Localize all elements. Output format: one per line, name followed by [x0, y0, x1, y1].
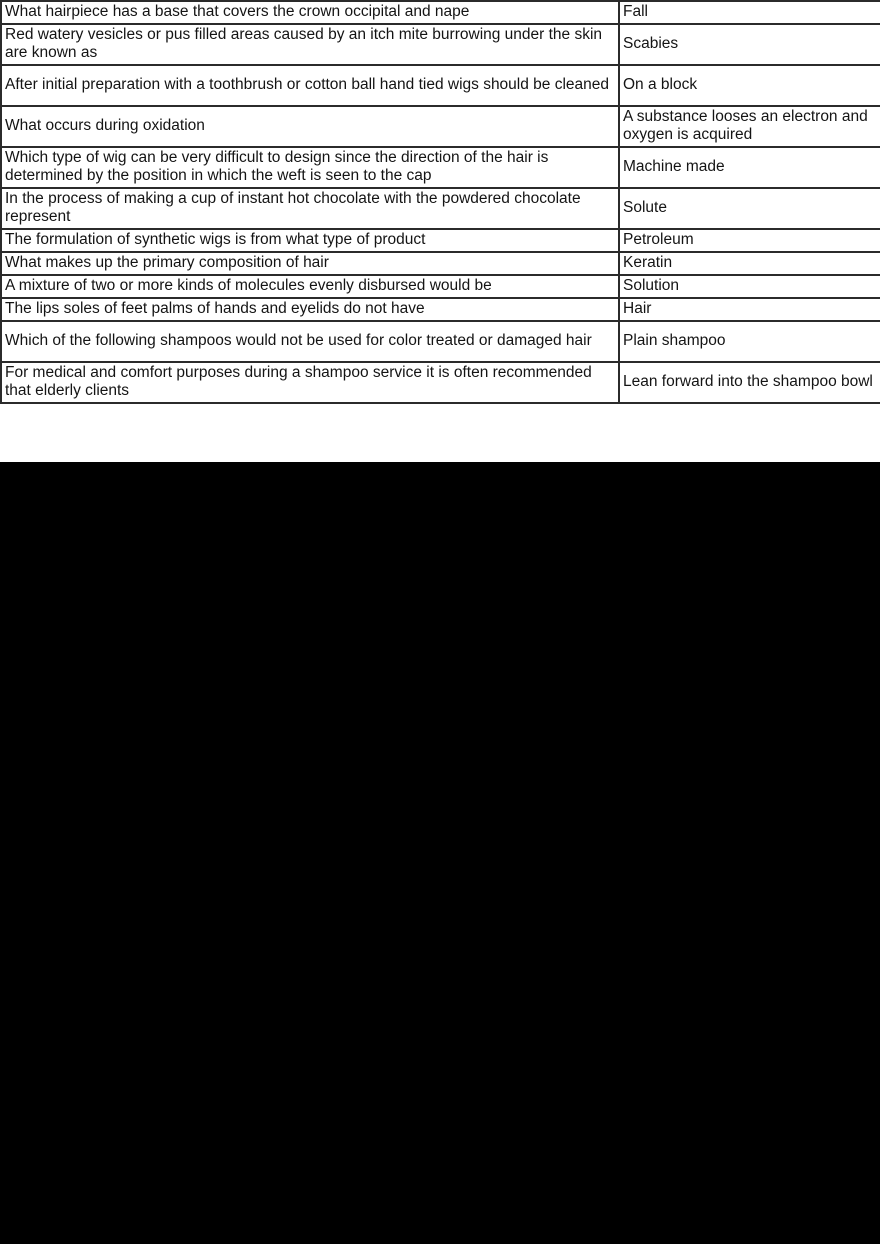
table-row	[1, 321, 880, 362]
question-cell: Red watery vesicles or pus filled areas caused by an itch mite burrowing under the skin are known as	[1, 24, 619, 65]
answer-cell: Keratin	[619, 252, 880, 275]
qa-table	[0, 0, 880, 404]
answer-cell: A substance looses an electron and oxygen is acquired	[619, 106, 880, 147]
question-cell: What makes up the primary composition of hair	[1, 252, 619, 275]
table-row	[1, 1, 880, 24]
question-cell: The formulation of synthetic wigs is from what type of product	[1, 229, 619, 252]
answer-cell: Solution	[619, 275, 880, 298]
answer-cell: Solute	[619, 188, 880, 229]
answer-cell: Hair	[619, 298, 880, 321]
answer-cell: Plain shampoo	[619, 321, 880, 362]
answer-cell: Petroleum	[619, 229, 880, 252]
question-cell: A mixture of two or more kinds of molecules evenly disbursed would be	[1, 275, 619, 298]
table-row	[1, 298, 880, 321]
question-cell: After initial preparation with a toothbrush or cotton ball hand tied wigs should be cleaned	[1, 65, 619, 106]
table-row	[1, 229, 880, 252]
question-cell: Which type of wig can be very difficult to design since the direction of the hair is determined by the position in which the weft is seen to the cap	[1, 147, 619, 188]
table-row	[1, 24, 880, 65]
question-cell: The lips soles of feet palms of hands and eyelids do not have	[1, 298, 619, 321]
answer-cell: Machine made	[619, 147, 880, 188]
answer-cell: Scabies	[619, 24, 880, 65]
answer-cell: Lean forward into the shampoo bowl	[619, 362, 880, 403]
table-row	[1, 275, 880, 298]
table-row	[1, 252, 880, 275]
table-row	[1, 106, 880, 147]
answer-cell: Fall	[619, 1, 880, 24]
blank-black-area	[0, 462, 880, 1244]
question-cell: For medical and comfort purposes during a shampoo service it is often recommended that elderly clients	[1, 362, 619, 403]
question-cell: What occurs during oxidation	[1, 106, 619, 147]
table-row	[1, 147, 880, 188]
question-cell: What hairpiece has a base that covers the crown occipital and nape	[1, 1, 619, 24]
answer-cell: On a block	[619, 65, 880, 106]
question-cell: In the process of making a cup of instant hot chocolate with the powdered chocolate represent	[1, 188, 619, 229]
table-row	[1, 65, 880, 106]
question-cell: Which of the following shampoos would not be used for color treated or damaged hair	[1, 321, 619, 362]
table-row	[1, 188, 880, 229]
table-row	[1, 362, 880, 403]
